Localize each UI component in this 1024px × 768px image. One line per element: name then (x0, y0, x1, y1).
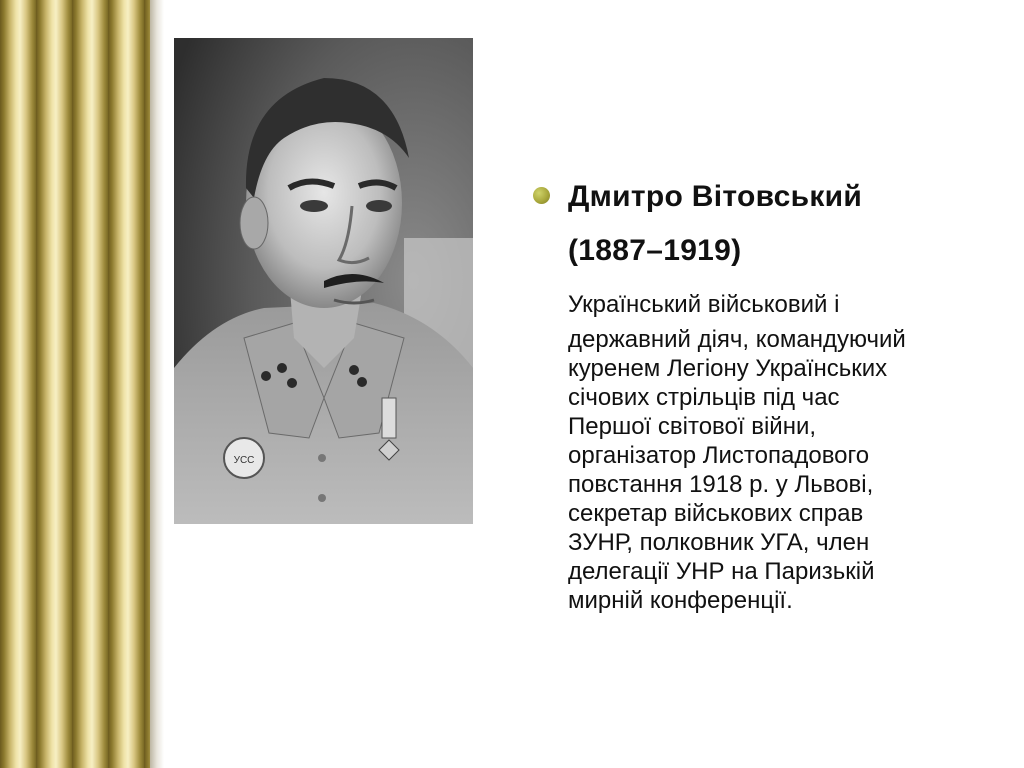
person-name: Дмитро Вітовський (568, 180, 863, 213)
biography-line: Український військовий і (568, 291, 840, 318)
biography-line: секретар військових справ (568, 500, 864, 527)
bullet-icon (533, 187, 550, 204)
portrait-badge-text: УСС (233, 455, 255, 466)
biography-line: делегації УНР на Паризькій (568, 558, 875, 585)
biography-line: організатор Листопадового (568, 442, 870, 469)
biography-line: куренем Легіону Українських (568, 355, 888, 382)
person-years: (1887–1919) (568, 234, 742, 267)
biography-line: державний діяч, командуючий (568, 326, 906, 353)
biography-line: мирній конференції. (568, 587, 793, 614)
portrait-photo (174, 38, 473, 524)
column-shadow (150, 0, 164, 768)
biography-line: повстання 1918 р. у Львові, (568, 471, 874, 498)
biography-line: Першої світової війни, (568, 413, 817, 440)
biography-line: ЗУНР, полковник УГА, член (568, 529, 870, 556)
biography-text (568, 290, 988, 615)
biography-line: січових стрільців під час (568, 384, 840, 411)
decorative-column-border (0, 0, 150, 768)
